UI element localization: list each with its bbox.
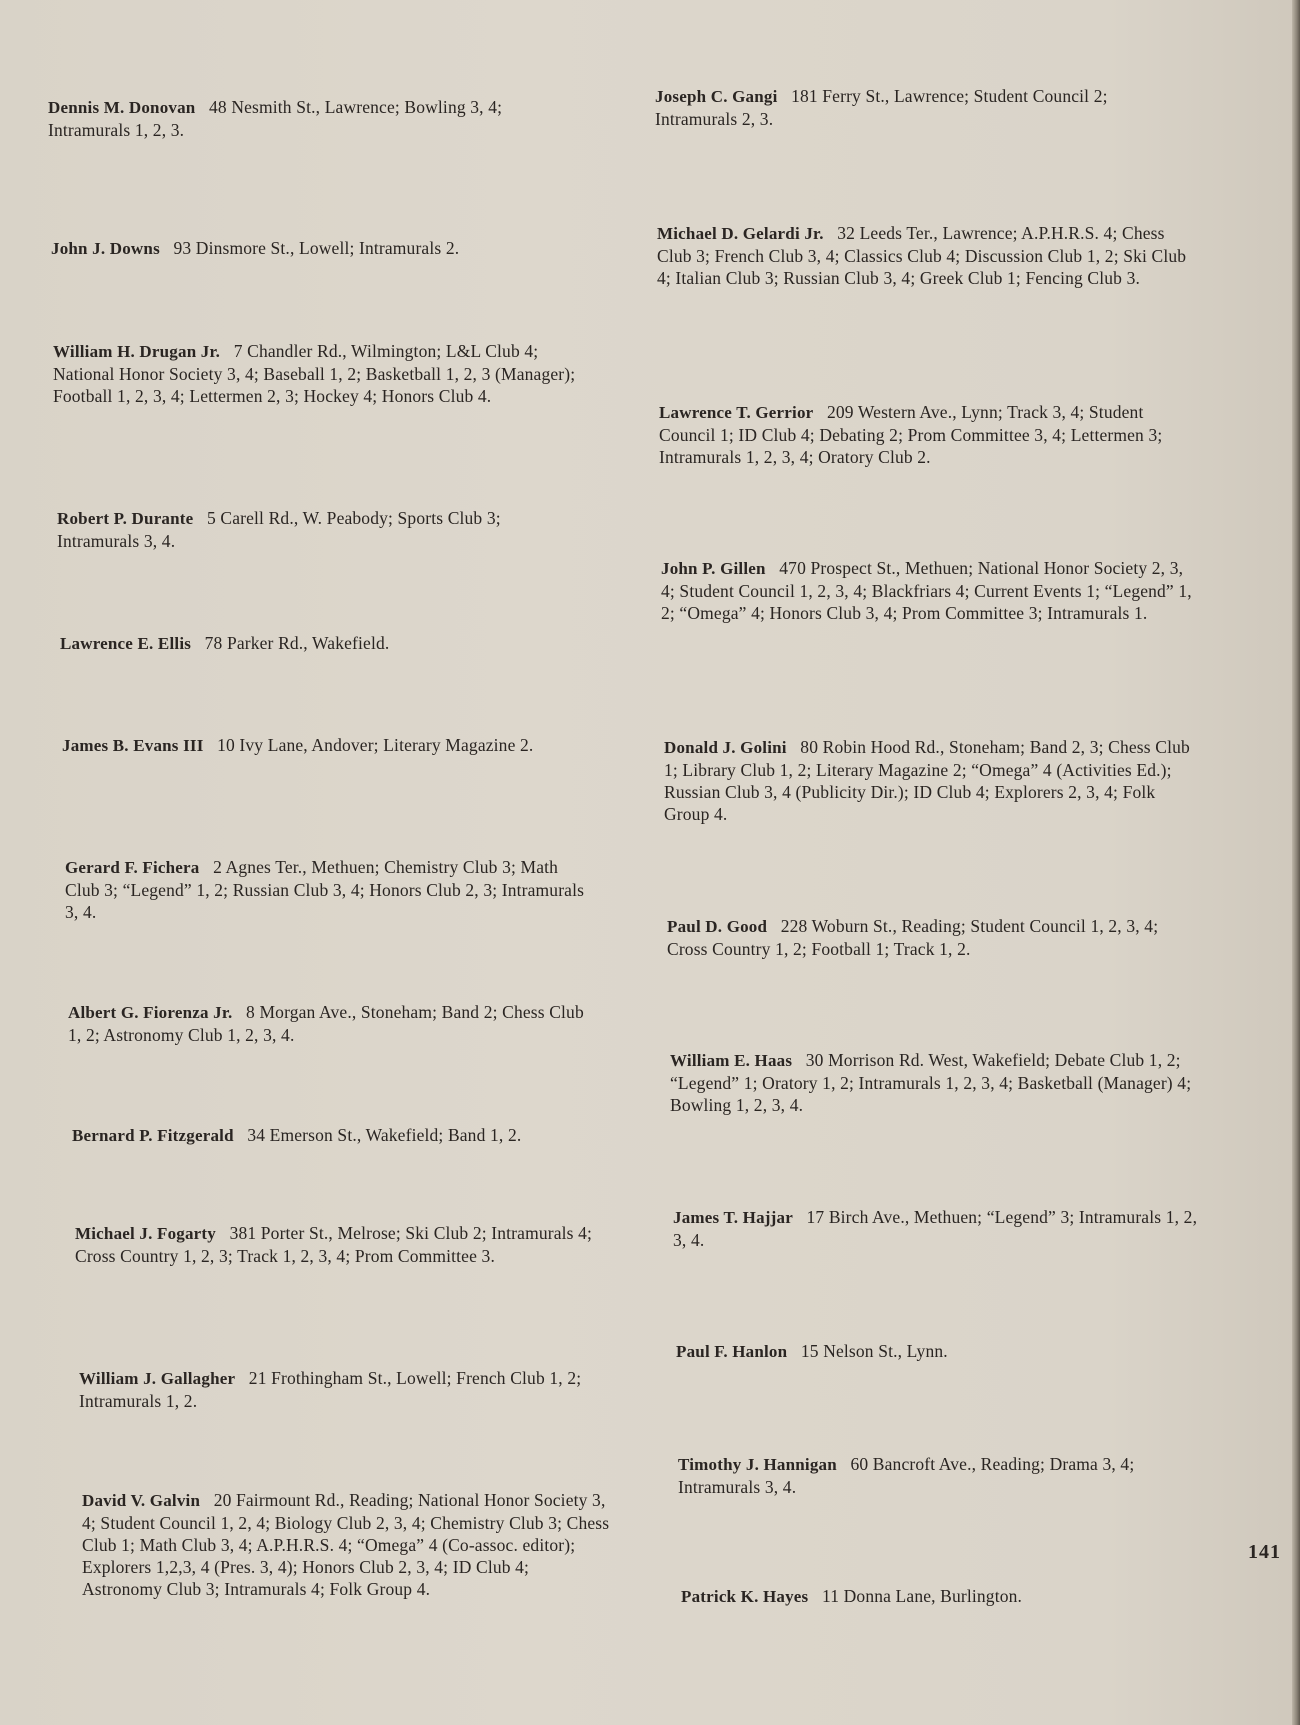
senior-details: 20 Fairmount Rd., Reading; National Honor Society 3, 4; Student Council 1, 2, 4; Biology Club 2, 3, 4; Chemistry Club 3; Chess Club 1; Math Club 3, 4; A.P.H.R.S. 4; “Omega” 4 (Co-assoc. editor); Explorers 1,2,3, 4 (Pres. 3, 4); Honors Club 2, 3, 4; ID Club 4; Astronomy Club 3; Intramurals 4; Folk Group 4. [82, 1490, 610, 1599]
senior-details: 80 Robin Hood Rd., Stoneham; Band 2, 3; Chess Club 1; Library Club 1, 2; Literary Magazine 2; “Omega” 4 (Activities Ed.); Russian Club 3, 4 (Publicity Dir.); ID Club 4; Explorers 2, 3, 4; Folk Group 4. [664, 737, 1190, 824]
senior-name: William H. Drugan Jr. [53, 342, 221, 361]
senior-details: 470 Prospect St., Methuen; National Honor Society 2, 3, 4; Student Council 1, 2, 3, 4; Blackfriars 4; Current Events 1; “Legend” 1, 2; “Omega” 4; Honors Club 3, 4; Prom Committee 3; Intramurals 1. [661, 558, 1192, 623]
senior-name: Paul D. Good [667, 917, 768, 936]
senior-entry [661, 557, 1196, 624]
senior-entry [664, 736, 1199, 825]
senior-details: 32 Leeds Ter., Lawrence; A.P.H.R.S. 4; Chess Club 3; French Club 3, 4; Classics Club 4; Discussion Club 1, 2; Ski Club 4; Italian Club 3; Russian Club 3, 4; Greek Club 1; Fencing Club 3. [657, 223, 1187, 288]
senior-name: Robert P. Durante [57, 509, 194, 528]
senior-entry [62, 734, 592, 757]
senior-entry [72, 1124, 602, 1147]
senior-details: 5 Carell Rd., W. Peabody; Sports Club 3; Intramurals 3, 4. [57, 508, 501, 551]
senior-details: 7 Chandler Rd., Wilmington; L&L Club 4; National Honor Society 3, 4; Baseball 1, 2; Basketball 1, 2, 3 (Manager); Football 1, 2, 3, 4; Lettermen 2, 3; Hockey 4; Honors Club 4. [53, 341, 576, 406]
senior-entry [48, 96, 578, 141]
senior-entry [678, 1453, 1213, 1498]
senior-name: Michael J. Fogarty [75, 1224, 216, 1243]
senior-details: 34 Emerson St., Wakefield; Band 1, 2. [247, 1125, 522, 1145]
senior-name: Michael D. Gelardi Jr. [657, 224, 824, 243]
senior-details: 2 Agnes Ter., Methuen; Chemistry Club 3; Math Club 3; “Legend” 1, 2; Russian Club 3, 4; Honors Club 2, 3; Intramurals 3, 4. [65, 857, 585, 922]
senior-details: 30 Morrison Rd. West, Wakefield; Debate Club 1, 2; “Legend” 1; Oratory 1, 2; Intramurals 1, 2, 3, 4; Basketball (Manager) 4; Bowling 1, 2, 3, 4. [670, 1050, 1192, 1115]
senior-details: 48 Nesmith St., Lawrence; Bowling 3, 4; Intramurals 1, 2, 3. [48, 97, 503, 140]
senior-name: Donald J. Golini [664, 738, 787, 757]
senior-details: 17 Birch Ave., Methuen; “Legend” 3; Intramurals 1, 2, 3, 4. [673, 1207, 1198, 1250]
senior-details: 11 Donna Lane, Burlington. [821, 1586, 1023, 1606]
senior-entry [75, 1222, 605, 1267]
page-number: 141 [1248, 1541, 1281, 1563]
senior-entry [79, 1367, 609, 1412]
senior-name: Gerard F. Fichera [65, 858, 200, 877]
senior-entry [82, 1489, 612, 1600]
senior-details: 181 Ferry St., Lawrence; Student Council 2; Intramurals 2, 3. [655, 86, 1108, 129]
senior-details: 21 Frothingham St., Lowell; French Club 1, 2; Intramurals 1, 2. [79, 1368, 582, 1411]
senior-name: James B. Evans III [62, 736, 204, 755]
senior-name: Lawrence E. Ellis [60, 634, 192, 653]
senior-details: 10 Ivy Lane, Andover; Literary Magazine 2. [217, 735, 534, 755]
senior-details: 93 Dinsmore St., Lowell; Intramurals 2. [173, 238, 460, 258]
senior-details: 60 Bancroft Ave., Reading; Drama 3, 4; Intramurals 3, 4. [678, 1454, 1135, 1497]
senior-name: Patrick K. Hayes [681, 1587, 809, 1606]
page-edge-shadow [1292, 0, 1300, 1725]
senior-name: Timothy J. Hannigan [678, 1455, 837, 1474]
senior-details: 228 Woburn St., Reading; Student Council 1, 2, 3, 4; Cross Country 1, 2; Football 1; Track 1, 2. [667, 916, 1159, 959]
senior-name: William E. Haas [670, 1051, 793, 1070]
senior-entry [676, 1340, 1211, 1363]
senior-entry [65, 856, 595, 923]
senior-name: Albert G. Fiorenza Jr. [68, 1003, 233, 1022]
senior-entry [655, 85, 1190, 130]
senior-name: James T. Hajjar [673, 1208, 793, 1227]
senior-name: Lawrence T. Gerrior [659, 403, 814, 422]
senior-entry [51, 237, 581, 260]
senior-entry [68, 1001, 598, 1046]
senior-entry [673, 1206, 1208, 1251]
senior-entry [53, 340, 583, 407]
senior-name: Joseph C. Gangi [655, 87, 778, 106]
senior-name: Paul F. Hanlon [676, 1342, 788, 1361]
senior-name: John P. Gillen [661, 559, 766, 578]
senior-details: 381 Porter St., Melrose; Ski Club 2; Intramurals 4; Cross Country 1, 2, 3; Track 1, 2, 3, 4; Prom Committee 3. [75, 1223, 593, 1266]
senior-details: 209 Western Ave., Lynn; Track 3, 4; Student Council 1; ID Club 4; Debating 2; Prom Committee 3, 4; Lettermen 3; Intramurals 1, 2, 3, 4; Oratory Club 2. [659, 402, 1163, 467]
senior-entry [667, 915, 1202, 960]
senior-name: John J. Downs [51, 239, 160, 258]
senior-name: William J. Gallagher [79, 1369, 236, 1388]
senior-entry [670, 1049, 1205, 1116]
senior-details: 8 Morgan Ave., Stoneham; Band 2; Chess Club 1, 2; Astronomy Club 1, 2, 3, 4. [68, 1002, 584, 1045]
senior-name: Bernard P. Fitzgerald [72, 1126, 234, 1145]
senior-entry [659, 401, 1194, 468]
senior-name: David V. Galvin [82, 1491, 201, 1510]
senior-name: Dennis M. Donovan [48, 98, 196, 117]
senior-details: 15 Nelson St., Lynn. [800, 1341, 948, 1361]
senior-entry [657, 222, 1192, 289]
senior-details: 78 Parker Rd., Wakefield. [204, 633, 390, 653]
senior-entry [60, 632, 590, 655]
senior-entry [681, 1585, 1216, 1608]
senior-entry [57, 507, 587, 552]
